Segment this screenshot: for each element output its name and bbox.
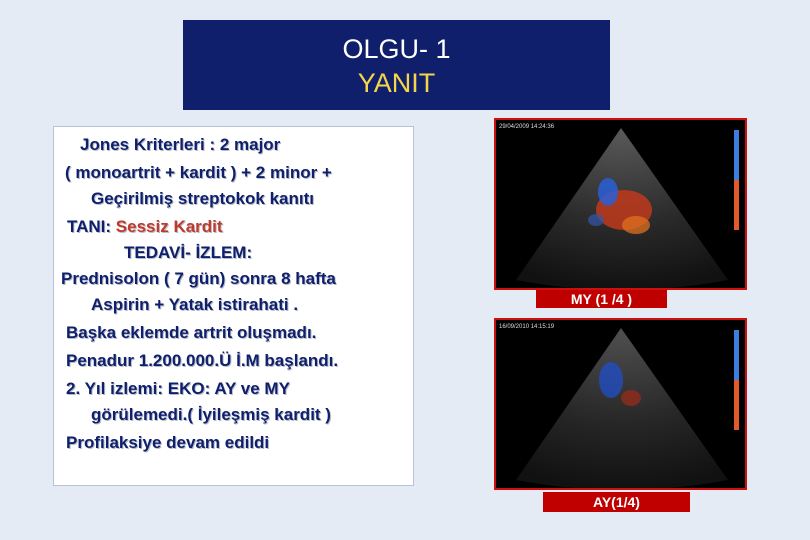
ultrasound-sector: [516, 328, 728, 488]
criteria-line: Jones Kriterleri : 2 major: [80, 135, 281, 154]
treatment-line-2: Aspirin + Yatak istirahati .: [91, 295, 299, 314]
echo1-timestamp: 29/04/2009 14:24:36: [499, 124, 555, 130]
followup-line-5: Profilaksiye devam edildi: [66, 433, 270, 452]
diagnosis-label: TANI:: [67, 217, 116, 236]
treatment-line-1: Prednisolon ( 7 gün) sonra 8 hafta: [61, 269, 336, 288]
followup-line-1: Başka eklemde artrit oluşmadı.: [66, 323, 317, 342]
caption-mitral: MY (1 /4 ): [536, 290, 667, 308]
evidence-line: Geçirilmiş streptokok kanıtı: [91, 189, 314, 208]
echo2-timestamp: 16/09/2010 14:15:19: [499, 324, 555, 330]
diagnosis-line: [67, 217, 223, 237]
followup-line-3: 2. Yıl izlemi: EKO: AY ve MY: [66, 379, 290, 398]
slide-subtitle: YANIT: [357, 68, 436, 98]
echo-image-aortic: [494, 318, 747, 490]
followup-line-4: görülemedi.( İyileşmiş kardit ): [91, 405, 331, 424]
criteria-detail-line: ( monoartrit + kardit ) + 2 minor +: [65, 163, 332, 182]
echo-image-mitral: [494, 118, 747, 290]
diagnosis-value: Sessiz Kardit: [115, 217, 223, 236]
title-banner: [183, 20, 610, 110]
followup-line-2: Penadur 1.200.000.Ü İ.M başlandı.: [66, 351, 339, 370]
case-summary-box: [53, 126, 414, 486]
treatment-heading: TEDAVİ- İZLEM:: [124, 243, 253, 262]
slide-title: OLGU- 1: [342, 34, 451, 64]
caption-aortic: AY(1/4): [543, 492, 690, 512]
